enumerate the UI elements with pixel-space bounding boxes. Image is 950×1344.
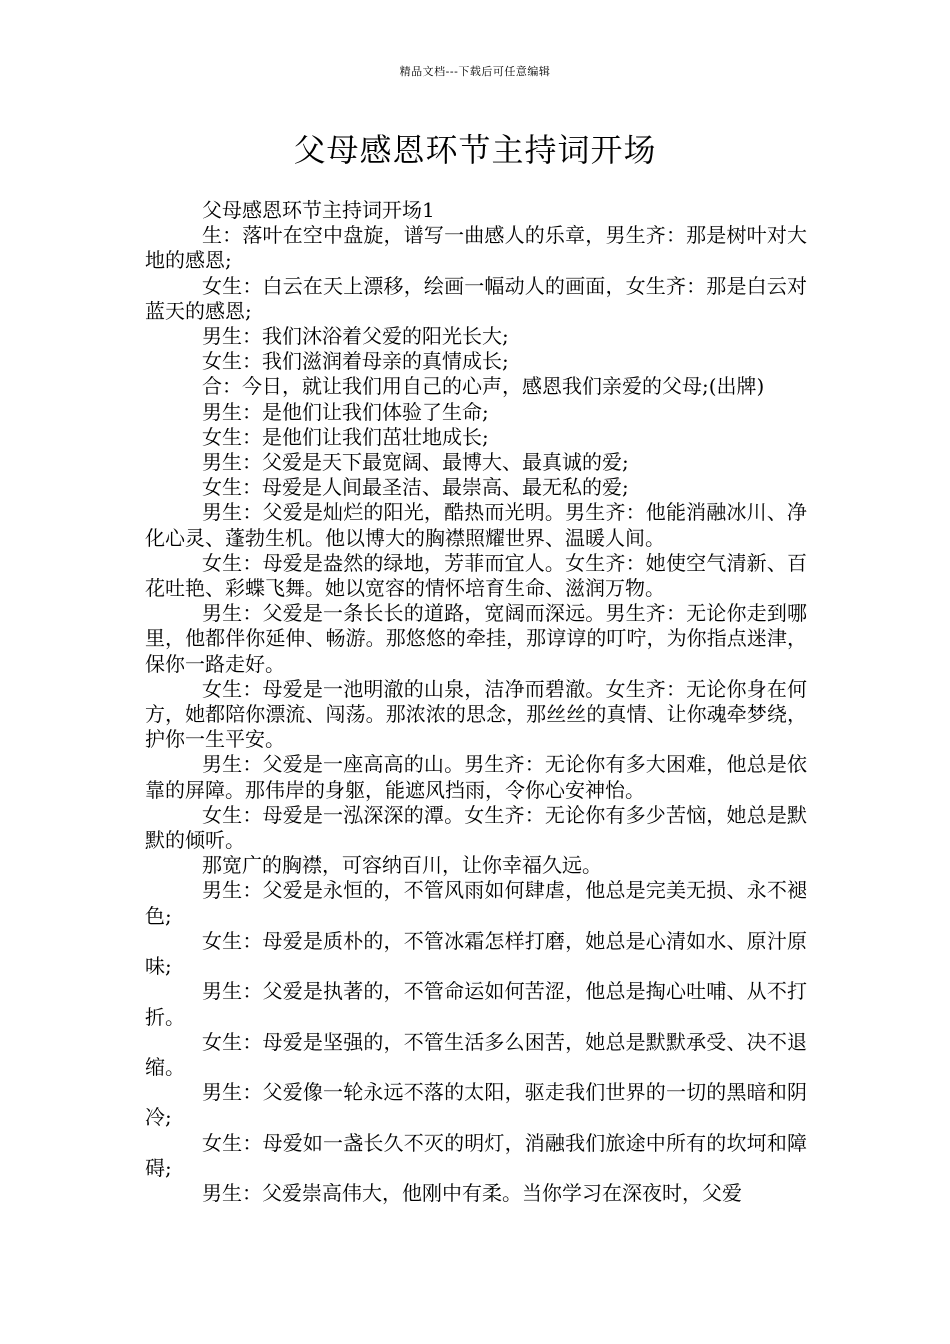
paragraph: 女生：母爱是一池明澈的山泉，洁净而碧澈。女生齐：无论你身在何方，她都陪你漂流、闯荡。那浓浓的思念，那丝丝的真情、让你魂牵梦绕，护你一生平安。 <box>145 676 807 752</box>
paragraph: 女生：我们滋润着母亲的真情成长; <box>202 349 509 374</box>
document-title: 父母感恩环节主持词开场 <box>293 131 657 169</box>
paragraph: 父母感恩环节主持词开场1 <box>202 198 435 222</box>
page-header: 精品文档---下载后可任意编辑 <box>399 65 551 78</box>
paragraph: 男生：父爱是一条长长的道路，宽阔而深远。男生齐：无论你走到哪里，他都伴你延伸、畅游。那悠悠的牵挂，那谆谆的叮咛，为你指点迷津，保你一路走好。 <box>145 601 807 676</box>
paragraph: 女生：白云在天上漂移，绘画一幅动人的画面，女生齐：那是白云对蓝天的感恩; <box>145 273 807 323</box>
paragraph: 合：今日，就让我们用自己的心声，感恩我们亲爱的父母;(出牌) <box>202 374 765 399</box>
paragraph: 女生：母爱是一泓深深的潭。女生齐：无论你有多少苦恼，她总是默默的倾听。 <box>145 802 807 853</box>
paragraph: 女生：母爱如一盏长久不灭的明灯，消融我们旅途中所有的坎坷和障碍; <box>145 1130 807 1180</box>
paragraph: 男生：是他们让我们体验了生命; <box>202 399 489 424</box>
paragraph: 女生：母爱是质朴的，不管冰霜怎样打磨，她总是心清如水、原汁原味; <box>145 928 807 979</box>
paragraph: 女生：母爱是人间最圣洁、最崇高、最无私的爱; <box>202 475 629 500</box>
paragraph: 男生：父爱是灿烂的阳光，酷热而光明。男生齐：他能消融冰川、净化心灵、蓬勃生机。他以博大的胸襟照耀世界、温暖人间。 <box>145 500 807 550</box>
paragraph: 男生：父爱像一轮永远不落的太阳，驱走我们世界的一切的黑暗和阴冷; <box>145 1080 807 1130</box>
paragraph: 男生：父爱是永恒的，不管风雨如何肆虐，他总是完美无损、永不褪色; <box>145 878 807 928</box>
paragraph: 男生：父爱是执著的，不管命运如何苦涩，他总是掏心吐哺、从不打折。 <box>145 979 807 1029</box>
paragraph: 男生：父爱是一座高高的山。男生齐：无论你有多大困难，他总是依靠的屏障。那伟岸的身躯，能遮风挡雨，令你心安神怡。 <box>145 752 807 802</box>
paragraph: 男生：父爱是天下最宽阔、最博大、最真诚的爱; <box>202 450 629 475</box>
paragraph: 那宽广的胸襟，可容纳百川，让你幸福久远。 <box>202 853 602 878</box>
paragraph: 女生：是他们让我们茁壮地成长; <box>202 424 489 449</box>
document-body <box>145 198 807 1206</box>
paragraph: 女生：母爱是坚强的，不管生活多么困苦，她总是默默承受、决不退缩。 <box>145 1029 807 1079</box>
paragraph: 男生：父爱崇高伟大，他刚中有柔。当你学习在深夜时，父爱 <box>202 1180 742 1205</box>
paragraph: 男生：我们沐浴着父爱的阳光长大; <box>202 324 509 349</box>
paragraph: 生：落叶在空中盘旋，谱写一曲感人的乐章，男生齐：那是树叶对大地的感恩; <box>145 223 807 273</box>
paragraph: 女生：母爱是盎然的绿地，芳菲而宜人。女生齐：她使空气清新、百花吐艳、彩蝶飞舞。她以宽容的情怀培育生命、滋润万物。 <box>145 550 807 601</box>
